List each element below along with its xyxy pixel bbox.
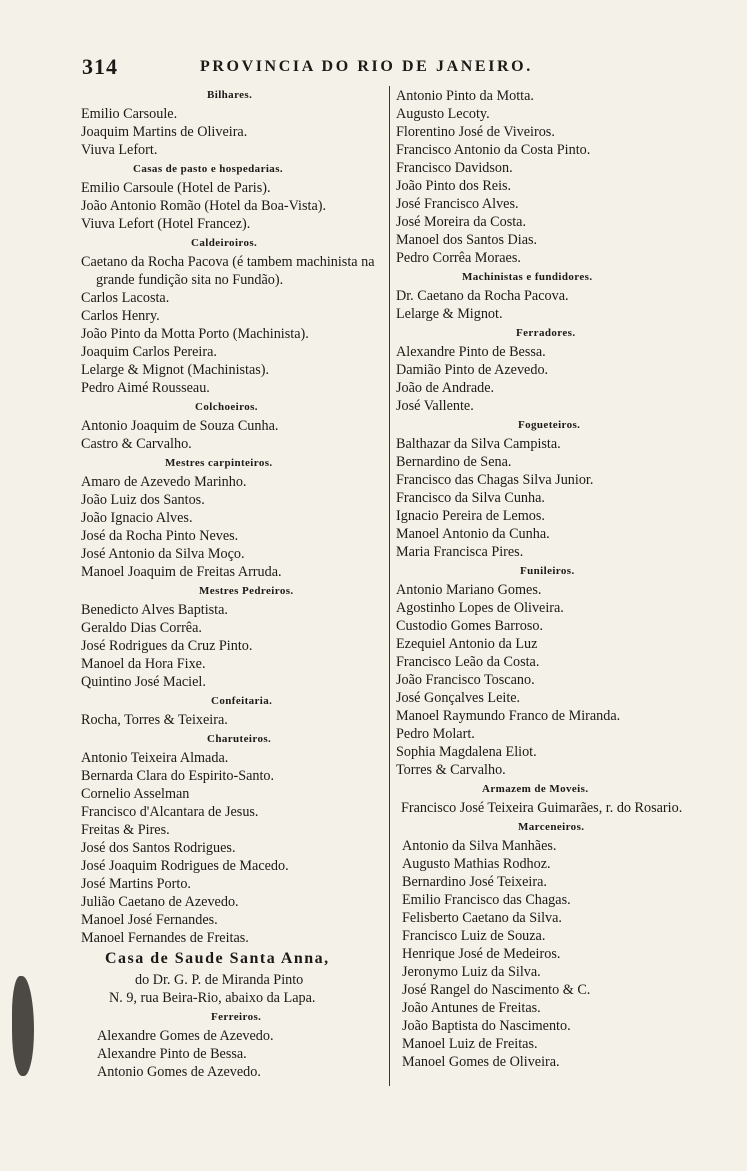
list-item: José Joaquim Rodrigues de Macedo. (81, 858, 289, 874)
section-heading: Mestres carpinteiros. (165, 457, 273, 469)
list-item: Antonio Mariano Gomes. (396, 582, 542, 598)
section-marceneiros (396, 817, 716, 1071)
list-item: Antonio Teixeira Almada. (81, 750, 229, 766)
list-item: Rocha, Torres & Teixeira. (81, 712, 228, 728)
list-item: Joaquim Carlos Pereira. (81, 344, 217, 360)
list-item: Ezequiel Antonio da Luz (396, 636, 538, 652)
section-heading: Funileiros. (520, 565, 575, 577)
section-heading: Bilhares. (207, 89, 253, 101)
list-item: José Rodrigues da Cruz Pinto. (81, 638, 253, 654)
section-ferradores (396, 323, 716, 415)
list-item: Manoel Joaquim de Freitas Arruda. (81, 564, 282, 580)
list-item: João Pinto dos Reis. (396, 178, 512, 194)
list-item: Geraldo Dias Corrêa. (81, 620, 202, 636)
list-item: Carlos Lacosta. (81, 290, 170, 306)
section-machinistas (396, 267, 716, 323)
list-item: Alexandre Gomes de Azevedo. (97, 1028, 274, 1044)
list-item: Quintino José Maciel. (81, 674, 206, 690)
list-item: Caetano da Rocha Pacova (é tambem machinista na grande fundição sita no Fundão). (81, 254, 375, 288)
list-item: Henrique José de Medeiros. (402, 946, 561, 962)
list-item: Manoel Gomes de Oliveira. (402, 1054, 560, 1070)
casa-de-saude-line: do Dr. G. P. de Miranda Pinto (135, 972, 304, 988)
list-item: Agostinho Lopes de Oliveira. (396, 600, 564, 616)
section-heading: Fogueteiros. (518, 419, 581, 431)
list-item: Manoel Antonio da Cunha. (396, 526, 550, 542)
list-item: Ignacio Pereira de Lemos. (396, 508, 545, 524)
list-item: Antonio Gomes de Azevedo. (97, 1064, 261, 1080)
list-item: Antonio da Silva Manhães. (402, 838, 557, 854)
list-item: Custodio Gomes Barroso. (396, 618, 543, 634)
section-heading: Caldeiroiros. (191, 237, 258, 249)
section-charuteiros (81, 729, 387, 947)
left-column (81, 85, 387, 1081)
list-item: Viuva Lefort. (81, 142, 158, 158)
section-heading: Colchoeiros. (195, 401, 258, 413)
section-ferreiros (81, 1007, 387, 1081)
list-item: José da Rocha Pinto Neves. (81, 528, 239, 544)
list-item: Pedro Aimé Rousseau. (81, 380, 210, 396)
list-item: Francisco da Silva Cunha. (396, 490, 545, 506)
ink-blot (12, 976, 34, 1076)
list-item: Francisco Leão da Costa. (396, 654, 540, 670)
list-item: Bernardino de Sena. (396, 454, 512, 470)
list-item: Benedicto Alves Baptista. (81, 602, 228, 618)
casa-de-saude-line: N. 9, rua Beira-Rio, abaixo da Lapa. (109, 990, 316, 1006)
list-item: João Pinto da Motta Porto (Machinista). (81, 326, 309, 342)
list-item: José Gonçalves Leite. (396, 690, 521, 706)
list-item: João de Andrade. (396, 380, 495, 396)
section-confeitaria (81, 691, 387, 729)
section-pedreiros (81, 581, 387, 691)
list-item: Bernarda Clara do Espirito-Santo. (81, 768, 275, 784)
column-divider (389, 86, 390, 1086)
list-item: Emilio Francisco das Chagas. (402, 892, 571, 908)
section-heading: Marceneiros. (518, 821, 585, 833)
list-item: Lelarge & Mignot. (396, 306, 503, 322)
list-item: Julião Caetano de Azevedo. (81, 894, 239, 910)
list-item: Joaquim Martins de Oliveira. (81, 124, 248, 140)
list-item: Manoel dos Santos Dias. (396, 232, 538, 248)
right-column (396, 87, 716, 1071)
list-item: José Francisco Alves. (396, 196, 519, 212)
list-item: Emilio Carsoule. (81, 106, 178, 122)
list-item: João Ignacio Alves. (81, 510, 193, 526)
running-title: PROVINCIA DO RIO DE JANEIRO. (200, 58, 533, 75)
list-item: João Baptista do Nascimento. (402, 1018, 571, 1034)
section-fogueteiros (396, 415, 716, 561)
section-heading: Casas de pasto e hospedarias. (133, 163, 284, 175)
list-item: Francisco José Teixeira Guimarães, r. do Rosario. (401, 800, 683, 816)
section-ferreiros-continued (396, 87, 716, 267)
list-item: Torres & Carvalho. (396, 762, 506, 778)
list-item: Antonio Joaquim de Souza Cunha. (81, 418, 279, 434)
list-item: Manoel José Fernandes. (81, 912, 218, 928)
list-item: Augusto Lecoty. (396, 106, 490, 122)
page-header (0, 54, 747, 80)
list-item: Florentino José de Viveiros. (396, 124, 555, 140)
list-item: José Antonio da Silva Moço. (81, 546, 245, 562)
list-item: Manoel da Hora Fixe. (81, 656, 206, 672)
list-item: Francisco Luiz de Souza. (402, 928, 546, 944)
list-item: Manoel Luiz de Freitas. (402, 1036, 538, 1052)
list-item: José dos Santos Rodrigues. (81, 840, 236, 856)
list-item: João Francisco Toscano. (396, 672, 535, 688)
list-item: José Moreira da Costa. (396, 214, 527, 230)
list-item: Pedro Corrêa Moraes. (396, 250, 521, 266)
list-item: Francisco d'Alcantara de Jesus. (81, 804, 259, 820)
section-colchoeiros (81, 397, 387, 453)
list-item: Maria Francisca Pires. (396, 544, 524, 560)
list-item: Balthazar da Silva Campista. (396, 436, 561, 452)
section-heading: Mestres Pedreiros. (199, 585, 294, 597)
section-heading: Armazem de Moveis. (482, 783, 589, 795)
list-item: José Vallente. (396, 398, 474, 414)
list-item: Manoel Fernandes de Freitas. (81, 930, 249, 946)
page-number: 314 (82, 54, 118, 79)
section-heading: Confeitaria. (211, 695, 273, 707)
section-armazem-de-moveis (396, 779, 716, 817)
section-bilhares (81, 85, 387, 159)
list-item: José Martins Porto. (81, 876, 191, 892)
list-item: Dr. Caetano da Rocha Pacova. (396, 288, 569, 304)
list-item: Jeronymo Luiz da Silva. (402, 964, 541, 980)
list-item: Augusto Mathias Rodhoz. (402, 856, 551, 872)
list-item: Felisberto Caetano da Silva. (402, 910, 562, 926)
list-item: Alexandre Pinto de Bessa. (396, 344, 546, 360)
section-heading: Machinistas e fundidores. (462, 271, 593, 283)
section-carpinteiros (81, 453, 387, 581)
section-funileiros (396, 561, 716, 779)
list-item: Alexandre Pinto de Bessa. (97, 1046, 247, 1062)
section-casa-de-saude (81, 947, 387, 1007)
list-item: Lelarge & Mignot (Machinistas). (81, 362, 270, 378)
list-item: Pedro Molart. (396, 726, 475, 742)
list-item: Emilio Carsoule (Hotel de Paris). (81, 180, 271, 196)
list-item: Cornelio Asselman (81, 786, 190, 802)
list-item: Amaro de Azevedo Marinho. (81, 474, 247, 490)
list-item: Viuva Lefort (Hotel Francez). (81, 216, 251, 232)
list-item: João Luiz dos Santos. (81, 492, 205, 508)
list-item: Castro & Carvalho. (81, 436, 192, 452)
list-item: Carlos Henry. (81, 308, 160, 324)
list-item: Francisco Antonio da Costa Pinto. (396, 142, 591, 158)
section-caldeireiros (81, 233, 387, 397)
list-item: Bernardino José Teixeira. (402, 874, 547, 890)
section-casas-de-pasto (81, 159, 387, 233)
list-item: Francisco Davidson. (396, 160, 513, 176)
list-item: Sophia Magdalena Eliot. (396, 744, 537, 760)
list-item: Francisco das Chagas Silva Junior. (396, 472, 594, 488)
list-item: Manoel Raymundo Franco de Miranda. (396, 708, 621, 724)
list-item: João Antonio Romão (Hotel da Boa-Vista). (81, 198, 327, 214)
section-heading: Charuteiros. (207, 733, 272, 745)
list-item: Freitas & Pires. (81, 822, 170, 838)
list-item: Damião Pinto de Azevedo. (396, 362, 549, 378)
list-item: José Rangel do Nascimento & C. (402, 982, 591, 998)
list-item: Antonio Pinto da Motta. (396, 88, 534, 104)
section-heading: Ferreiros. (211, 1011, 262, 1023)
casa-de-saude-title: Casa de Saude Santa Anna, (105, 950, 330, 967)
list-item: João Antunes de Freitas. (402, 1000, 541, 1016)
section-heading: Ferradores. (516, 327, 576, 339)
